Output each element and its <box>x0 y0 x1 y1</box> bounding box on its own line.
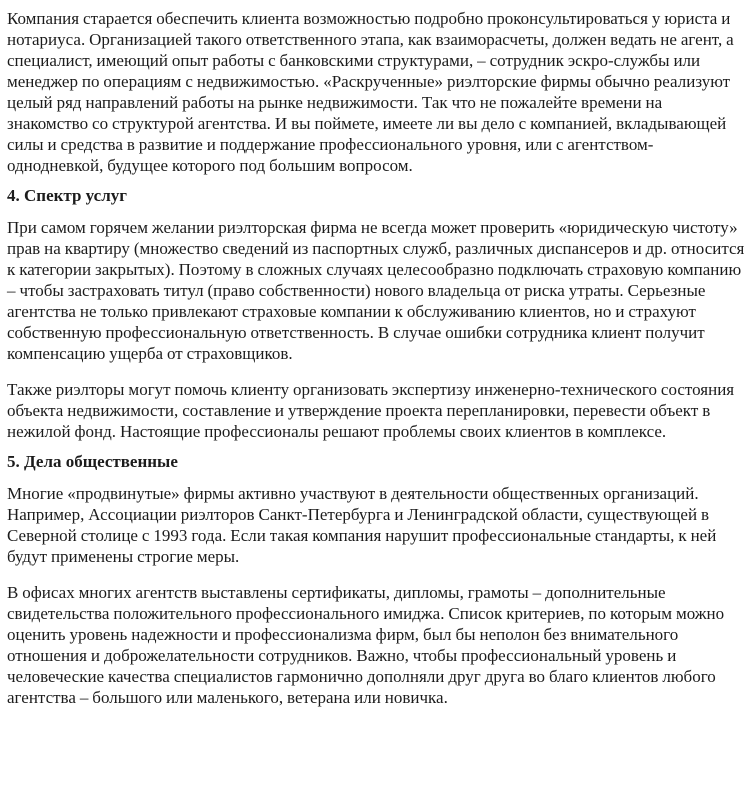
article-body <box>7 8 745 723</box>
intro-paragraph: Компания старается обеспечить клиента возможностью подробно проконсультироваться у юриста и нотариуса. Организацией такого ответственного этапа, как взаиморасчеты, должен ведать не агент, а специалист, имеющий опыт работы с банковскими структурами, – сотрудник эскро-службы или менеджер по операциям с недвижимостью. «Раскрученные» риэлторские фирмы обычно реализуют целый ряд направлений работы на рынке недвижимости. Так что не пожалейте времени на знакомство со структурой агентства. И вы поймете, имеете ли вы дело с компанией, вкладывающей силы и средства в развитие и поддержание профессионального уровня, или с агентством-однодневкой, будущее которого под большим вопросом. <box>7 9 734 175</box>
section-5-paragraph-2: В офисах многих агентств выставлены сертификаты, дипломы, грамоты – дополнительные свидетельства положительного профессионального имиджа. Список критериев, по которым можно оценить уровень надежности и профессионализма фирм, был бы неполон без внимательного отношения и доброжелательности сотрудников. Важно, чтобы профессиональный уровень и человеческие качества специалистов гармонично дополняли друг друга во благо клиентов любого агентства – большого или маленького, ветерана или новичка. <box>7 583 725 707</box>
section-4-paragraph-1: При самом горячем желании риэлторская фирма не всегда может проверить «юридическую чистоту» прав на квартиру (множество сведений из паспортных служб, различных диспансеров и др. относится к категории закрытых). Поэтому в сложных случаях целесообразно подключать страховую компанию – чтобы застраховать титул (право собственности) нового владельца от риска утраты. Серьезные агентства не только привлекают страховые компании к обслуживанию клиентов, но и страхуют собственную профессиональную ответственность. В случае ошибки сотрудника клиент получит компенсацию ущерба от страховщиков. <box>7 218 745 363</box>
section-5-paragraph-1: Многие «продвинутые» фирмы активно участвуют в деятельности общественных организаций. Например, Ассоциации риэлторов Санкт-Петербурга и Ленинградской области, существующей в Северной столице с 1993 года. Если такая компания нарушит профессиональные стандарты, к ней будут применены строгие меры. <box>7 484 717 566</box>
section-4-paragraph-2: Также риэлторы могут помочь клиенту организовать экспертизу инженерно-технического состояния объекта недвижимости, составление и утверждение проекта перепланировки, перевести объект в нежилой фонд. Настоящие профессионалы решают проблемы своих клиентов в комплексе. <box>7 380 735 441</box>
section-5-heading: 5. Дела общественные <box>7 452 178 471</box>
section-4-heading: 4. Спектр услуг <box>7 186 127 205</box>
